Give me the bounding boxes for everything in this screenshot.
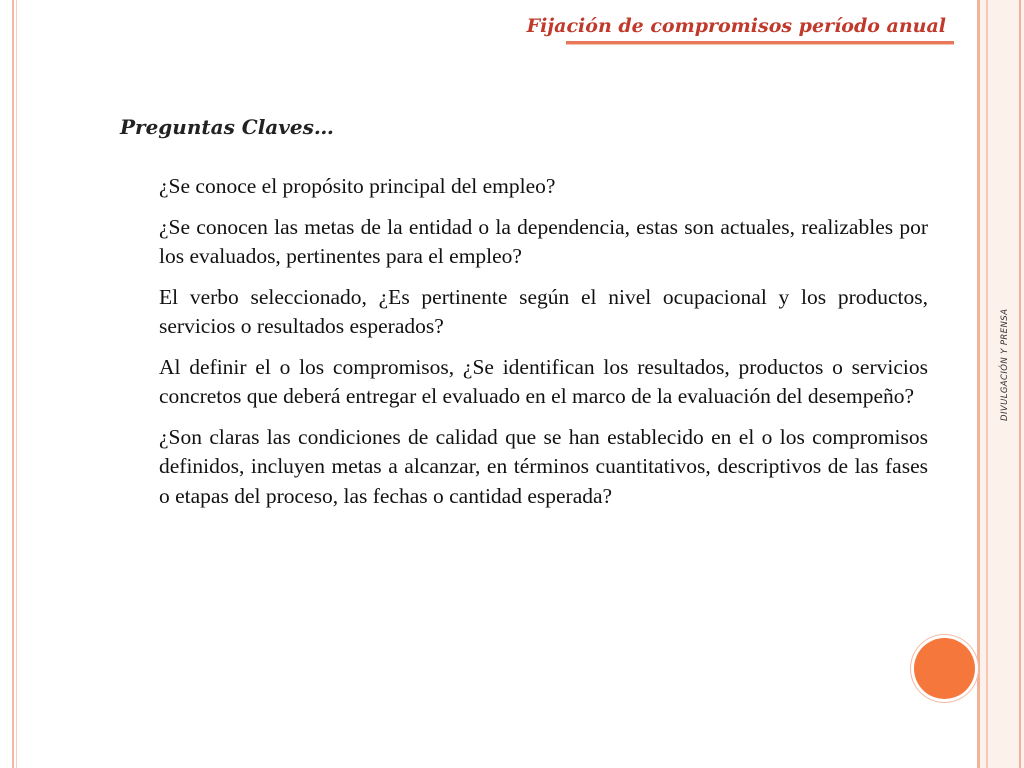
- accent-circle: [914, 638, 975, 699]
- question-paragraph: ¿Son claras las condiciones de calidad que se han establecido en el o los compromisos definidos, incluyen metas a alcanzar, en términos cuantitativos, descriptivos de las fases o etapas del proceso, las fechas o cantidad esperada?: [159, 424, 928, 508]
- question-paragraph: El verbo seleccionado, ¿Es pertinente según el nivel ocupacional y los productos, servicios o resultados esperados?: [159, 284, 928, 338]
- title-underline-shadow: [566, 44, 954, 45]
- slide-title: Fijación de compromisos período anual: [526, 15, 946, 37]
- side-border-line: [977, 0, 980, 768]
- side-label: DIVULGACIÓN Y PRENSA: [1000, 308, 1010, 422]
- question-paragraph: ¿Se conoce el propósito principal del empleo?: [159, 174, 556, 198]
- question-paragraph: ¿Se conocen las metas de la entidad o la dependencia, estas son actuales, realizables por los evaluados, pertinentes para el empleo?: [159, 214, 928, 268]
- question-list: [159, 172, 928, 522]
- section-heading: Preguntas Claves…: [120, 115, 334, 139]
- left-border-line-inner: [16, 0, 17, 768]
- question-paragraph: Al definir el o los compromisos, ¿Se identifican los resultados, productos o servicios concretos que deberá entregar el evaluado en el marco de la evaluación del desempeño?: [159, 354, 928, 408]
- side-border-line-outer: [1019, 0, 1021, 768]
- left-border-line: [12, 0, 14, 768]
- side-border-line-inner: [986, 0, 988, 768]
